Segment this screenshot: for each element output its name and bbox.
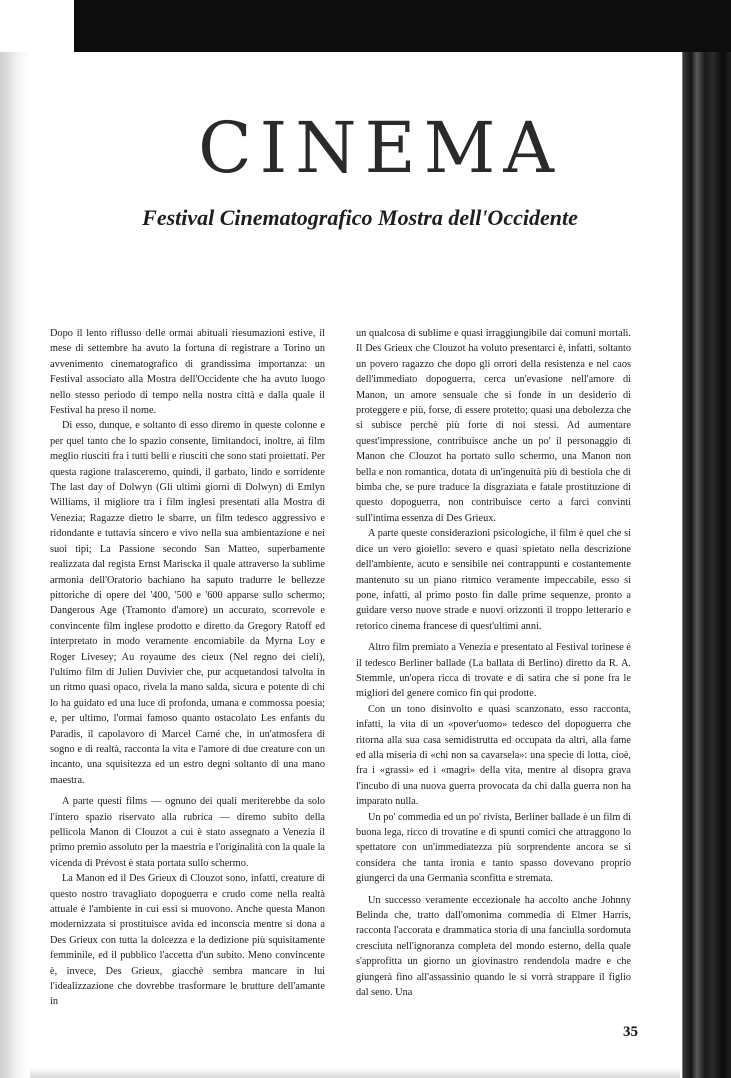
text-column-right bbox=[356, 326, 631, 1000]
paragraph: Di esso, dunque, e soltanto di esso diremo in queste colonne e per quel tanto che lo spazio consente, limitandoci, inoltre, ai film meglio riusciti fra i tutti belli e riusciti che sono stati proiettati. Per questa ragione tralasceremo, quindi, il garbato, lindo e sorridente The last day of Dolwyn (Gli ultimi giorni di Dolwyn) di Emlyn Williams, il migliore tra i film inglesi presentati alla Mostra di Venezia; Ragazze dietro le sbarre, un film tedesco aggressivo e ridondante e tuttavia sincero e vivo nella sua ambientazione e nei suoi tipi; La Passione secondo San Matteo, superbamente realizzata dal regista Ernst Mariscka il quale attraverso la sublime armonia dell'Oratorio bachiano ha saputo tradurre le bellezze pittoriche di opere del '400, '500 e '600 apparse sullo schermo; Dangerous Age (Tramonto d'amore) un accurato, scorrevole e convincente film inglese prodotto e diretto da Gregory Ratoff ed interpretato in modo veramente encomiabile da Myrna Loy e Roger Livesey; Au royaume des cieux (Nel regno dei cieli), l'ultimo film di Julien Duvivier che, pur acquetandosi talvolta in un ritmo quasi opaco, rivela la mano salda, sicura e potente di chi lo ha guidato ed una luce di profonda, umana e commossa poesia; e, per ultimo, l'ormai famoso quanto ostacolato Les enfants du Paradis, il capolavoro di Marcel Carné che, in un'atmosfera di sogno e di realtà, racconta la vita e l'amore di due creature con un incanto, una squisitezza ed un estro degni soltanto di una mano maestra. bbox=[50, 420, 325, 786]
page-left-edge bbox=[0, 0, 30, 1078]
paragraph: Un successo veramente eccezionale ha accolto anche Johnny Belinda che, tratto dall'omonima commedia di Elmer Harris, racconta l'accorata e drammatica storia di una fanciulla sordomuta cresciuta nell'ignoranza completa del mondo esterno, della quale s'approfitta un giorno un giovinastro rendendola madre e che giungerà fino all'assassinio quando le si vorrà strappare il figlio dal seno. Una bbox=[356, 894, 631, 999]
book-spine bbox=[683, 52, 731, 1078]
paragraph: A parte questi films — ognuno dei quali meriterebbe da solo l'intero spazio riservato alla rubrica — diremo subito della pellicola Manon di Clouzot a cui è stato assegnato a Venezia il primo premio assoluto per la maestria e l'originalità con la quale la vicenda di Prévost è stata portata sullo schermo. bbox=[50, 796, 325, 869]
paragraph: Un po' commedia ed un po' rivista, Berliner ballade è un film di buona lega, ricco di trovatine e di spunti comici che attraggono lo spettatore con un'immediatezza più sorprendente ancora se si considera che tanta ironia e tanto spasso dovevano proprio giungerci da una Germania sconfitta e stremata. bbox=[356, 811, 631, 885]
paragraph: La Manon ed il Des Grieux di Clouzot sono, infatti, creature di questo nostro travagliato dopoguerra e crudo come nella realtà attuale è l'ambiente in cui essi si muovono. Anche questa Manon modernizzata si prostituisce avida ed inconscia mentre si dona a Des Grieux con tutta la dolcezza e la dedizione più squisitamente femminile, ed il pubblico l'accetta d'un subito. Meno convincente è, invece, Des Grieux, giacchè sembra mancare in lui l'idealizzazione che dovrebbe trasformare le brutture dell'amante in bbox=[50, 873, 325, 1008]
text-column-left bbox=[50, 326, 325, 1010]
paragraph: Con un tono disinvolto e quasi scanzonato, esso racconta, infatti, la vita di un «pover'uomo» tedesco del dopoguerra che ritorna alla sua casa semidistrutta ed occupata da altri, alla fame ed alla miseria di «chi non sa cavarsela»: una specie di lotta, cioè, fra i «grassi» ed i «magri» della vita, mentre al disopra grava l'incubo di una nuova guerra provocata da chi dalla guerra non ha imparato nulla. bbox=[356, 703, 631, 808]
section-title: CINEMA bbox=[198, 107, 562, 189]
page-bottom-edge bbox=[30, 1068, 680, 1078]
scan-top-border bbox=[74, 0, 731, 52]
paragraph: Altro film premiato a Venezia e presentato al Festival torinese è il tedesco Berliner ballade (La ballata di Berlino) diretto da R. A. Stemmle, un'opera ricca di trovate e di satira che si pone fra le migliori del genere comico fin qui prodotte. bbox=[356, 642, 631, 700]
paragraph: A parte queste considerazioni psicologiche, il film è quel che si dice un vero gioiello: severo e quasi spietato nella descrizione dell'ambiente, acuto e sensibile nei contrappunti e costantemente mantenuto su un piano ritmico veramente impeccabile, esso si pone, infatti, al primo posto fin dalle prime sequenze, pronto a guidare verso nuove strade e nuovi orizzonti il troppo letterario e retorico cinema francese di quest'ultimi anni. bbox=[356, 528, 631, 632]
paragraph: un qualcosa di sublime e quasi irraggiungibile dai comuni mortali. Il Des Grieux che Clouzot ha voluto presentarci è, infatti, soltanto un povero ragazzo che dopo gli orrori della resistenza e nel caos dell'immediato dopoguerra, cerca un'evasione nell'amore di Manon, un amore sensuale che si fonde in un desiderio di proteggere e più, forse, di essere protetto; quasi una debolezza che si subisce perchè più forte di noi stessi. Ad aumentare quest'impressione, contribuisce anche un po' il personaggio di Manon che Clouzot ha portato sullo schermo, una Manon non bella e non romantica, dotata di un'ingenuità più di bestiola che di bimba che, se pure traduce la disgraziata e fatale prostituzione di questo dopoguerra, non contribuisce certo a farci convinti sull'intima essenza di Des Grieux. bbox=[356, 328, 631, 524]
page-number: 35 bbox=[623, 1024, 638, 1040]
article-subtitle: Festival Cinematografico Mostra dell'Occidente bbox=[142, 205, 578, 230]
paragraph: Dopo il lento riflusso delle ormai abituali riesumazioni estive, il mese di settembre ha avuto la fortuna di registrare a Torino un avvenimento cinematografico di grandissima importanza: un Festival associato alla Mostra dell'Occidente che ha avuto luogo nello stesso periodo di tempo nella nostra città e dalla quale il Festival ha preso il nome. bbox=[50, 328, 325, 417]
